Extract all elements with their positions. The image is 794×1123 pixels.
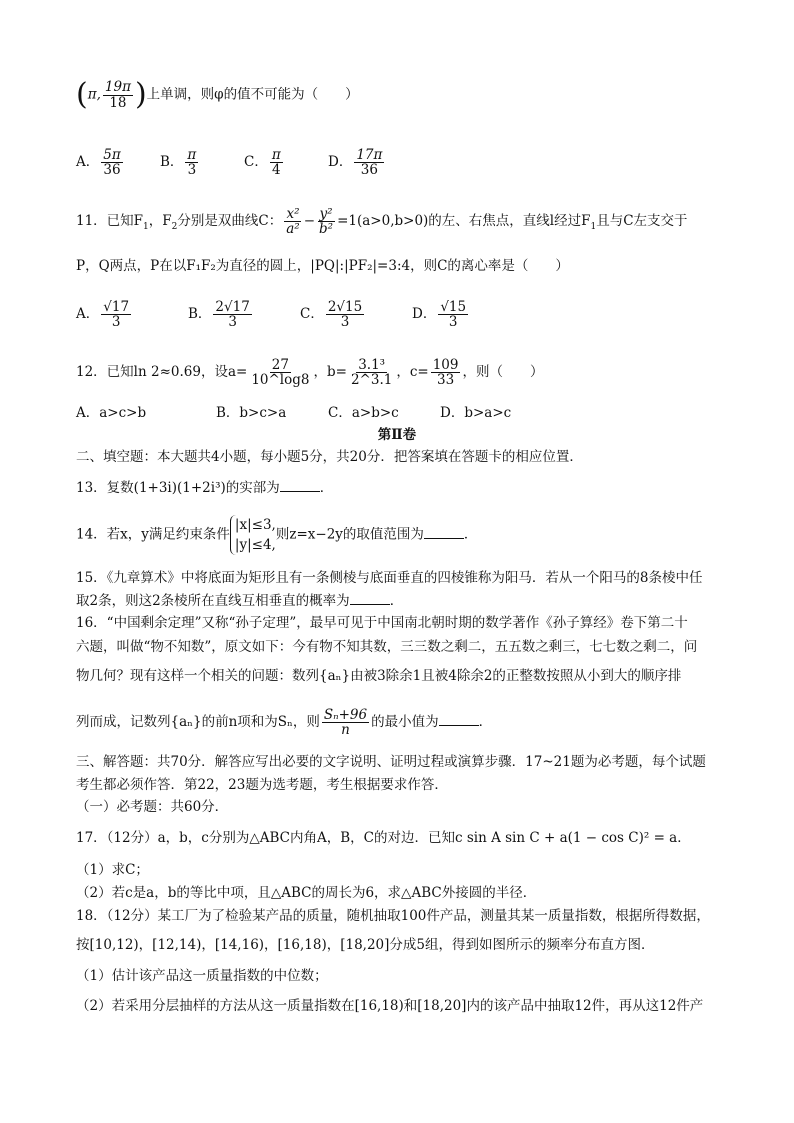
q17-part2: （2）若c是a，b的等比中项，且△ABC的周长为6，求△ABC外接圆的半径． bbox=[76, 885, 537, 901]
q16-line1: 16．“中国剩余定理”又称“孙子定理”，最早可见于中国南北朝时期的数学著作《孙子算经》卷下第二十 bbox=[76, 615, 688, 631]
q17-part1: （1）求C； bbox=[76, 862, 149, 878]
q11-option-c: C． $\frac{2√15}{3}$ bbox=[300, 299, 363, 331]
q11-option-b: B． $\frac{2√17}{3}$ bbox=[188, 299, 250, 331]
q10-interval-end: $\frac{19\pi}{18}$ bbox=[104, 79, 131, 111]
q10-text: 上单调，则φ的值不可能为（ ） bbox=[146, 86, 359, 103]
q10-option-d: D． $\frac{17\pi}{36}$ bbox=[328, 147, 383, 179]
q10-condition: (π, $\frac{19\pi}{18}$ )上单调，则φ的值不可能为（ ） bbox=[76, 77, 359, 112]
q16-line3: 物几何？现有这样一个相关的问题：数列{aₙ}由被3除余1且被4除余2的正整数按照从小到大的顺序排 bbox=[76, 668, 682, 684]
q14-constraints: |x|≤3, |y|≤4, bbox=[230, 515, 276, 555]
q12-option-a: A．a>c>b bbox=[76, 405, 147, 421]
q16-line4: 列而成，记数列{aₙ}的前n项和为Sₙ，则 $\frac{\text{Sₙ+96}}{n}$ 的最小值为 ． bbox=[76, 707, 493, 739]
q10-option-b: B． $\frac{\pi}{3}$ bbox=[160, 147, 197, 179]
q12-option-d: D．b>a>c bbox=[440, 405, 512, 421]
answer-heading-2: 考生都必须作答．第22，23题为选考题，考生根据要求作答． bbox=[76, 777, 448, 793]
q10-option-a: A． $\frac{5\pi}{36}$ bbox=[76, 147, 121, 179]
q12-option-c: C．a>b>c bbox=[328, 405, 399, 421]
q15-answer-blank bbox=[350, 590, 390, 605]
q12-stem: 12．已知ln 2≈0.69，设a= $\frac{27}{10\^{}\log 8}$ ，b= $\frac{\text{3.1³}}{2\^{}3.1}$ ，c= $\frac{109}{33}$ ，则（ ） bbox=[76, 357, 544, 389]
q10-option-c: C． $\frac{\pi}{4}$ bbox=[244, 147, 281, 179]
q14: 14．若x，y满足约束条件 |x|≤3, |y|≤4, 则z=x−2y的取值范围为 ． bbox=[76, 517, 478, 553]
q15-line1: 15．《九章算术》中将底面为矩形且有一条侧棱与底面垂直的四棱锥称为阳马．若从一个阳马的8条棱中任 bbox=[76, 570, 703, 586]
q10-interval-start: π, bbox=[87, 86, 101, 103]
q11-option-a: A． $\frac{√17}{3}$ bbox=[76, 299, 130, 331]
required-heading: （一）必考题：共60分． bbox=[76, 799, 229, 815]
q11-line1: 11．已知$F_1$，$F_2$分别是双曲线C： $\frac{\text{x²}}{\text{a²}}$ − $\frac{\text{y²}}{\text{b²}}$ =1(a>0,b>0)的左、右焦点，直线l经过$F_1$且与C左支交于 bbox=[76, 206, 688, 238]
q16-line2: 六题，叫做“物不知数”，原文如下：今有物不知其数，三三数之剩二，五五数之剩三，七七数之剩二，问 bbox=[76, 639, 698, 655]
q17-stem: 17．（12分）a，b，c分别为△ABC内角A，B，C的对边．已知c sin A sin C + a(1 − cos C)² = a． bbox=[76, 830, 691, 846]
fill-in-heading: 二、填空题：本大题共4小题，每小题5分，共20分．把答案填在答题卡的相应位置． bbox=[76, 449, 583, 465]
q18-part2: （2）若采用分层抽样的方法从这一质量指数在[16,18)和[18,20]内的该产品中抽取12件，再从这12件产 bbox=[76, 998, 704, 1014]
q18-part1: （1）估计该产品这一质量指数的中位数； bbox=[76, 968, 328, 984]
answer-heading-1: 三、解答题：共70分．解答应写出必要的文字说明、证明过程或演算步骤．17~21题为必考题，每个试题 bbox=[76, 754, 706, 770]
section-title: 第Ⅱ卷 bbox=[377, 427, 417, 443]
q18-line2: 按[10,12)，[12,14)，[14,16)，[16,18)，[18,20]分成5组，得到如图所示的频率分布直方图． bbox=[76, 937, 655, 953]
q11-line2: P，Q两点，P在以F₁F₂为直径的圆上，|PQ|:|PF₂|=3:4，则C的离心率是（ ） bbox=[76, 258, 569, 274]
q13: 13．复数(1+3i)(1+2i³)的实部为 ． bbox=[76, 477, 333, 498]
q15-line2: 取2条，则这2条棱所在直线互相垂直的概率为 ． bbox=[76, 590, 403, 611]
q11-option-d: D． $\frac{√15}{3}$ bbox=[412, 299, 467, 331]
q12-option-b: B．b>c>a bbox=[216, 405, 287, 421]
q18-line1: 18．（12分）某工厂为了检验某产品的质量，随机抽取100件产品，测量其某一质量指数，根据所得数据， bbox=[76, 908, 710, 924]
q13-answer-blank bbox=[280, 477, 320, 492]
q16-answer-blank bbox=[439, 711, 479, 726]
q14-answer-blank bbox=[424, 524, 464, 539]
